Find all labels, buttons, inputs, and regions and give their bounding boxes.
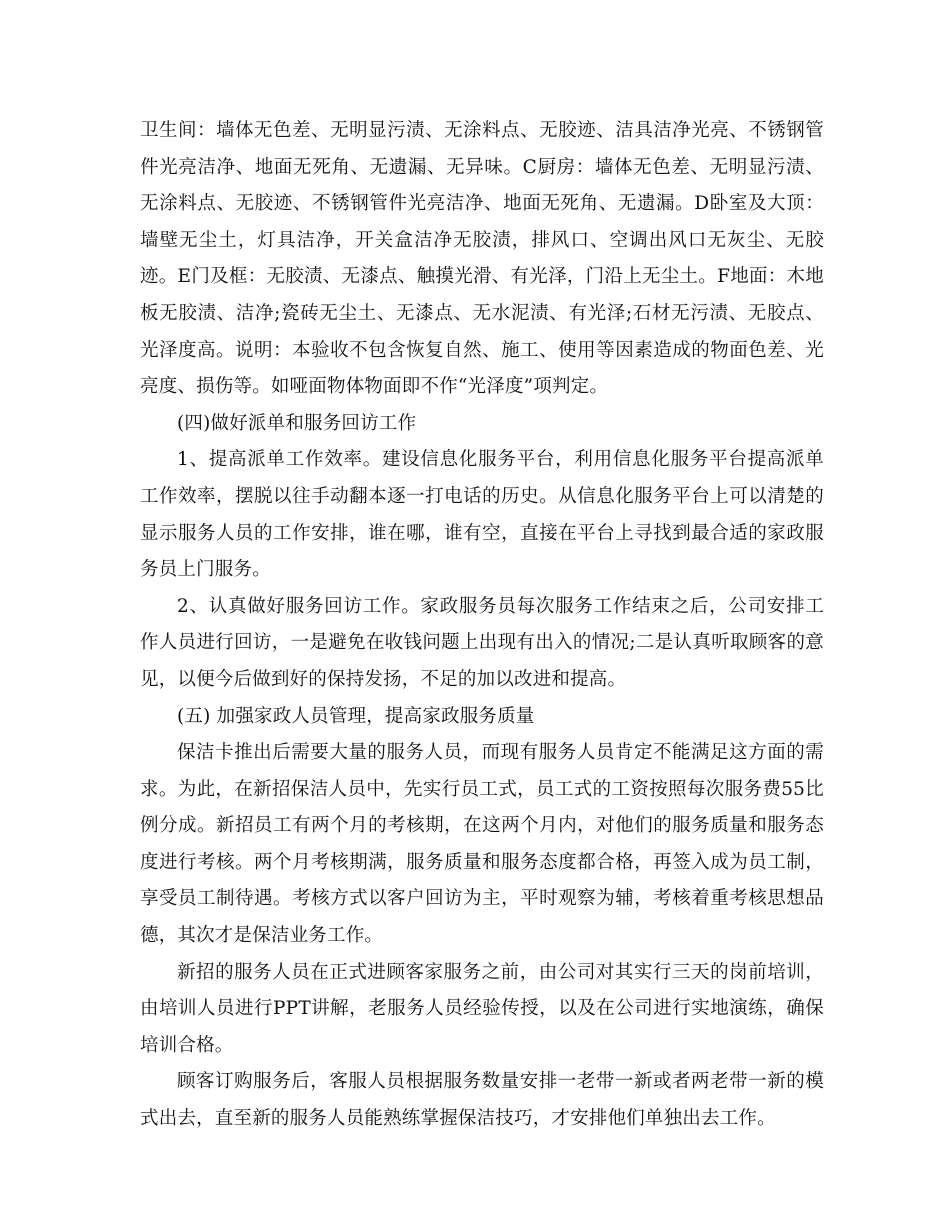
paragraph-staff-recruitment: 保洁卡推出后需要大量的服务人员，而现有服务人员肯定不能满足这方面的需求。为此，在新招保洁人员中，先实行员工式，员工式的工资按照每次服务费55比例分成。新招员工有两个月的考核期，在这两个月内，对他们的服务质量和服务态度进行考核。两个月考核期满，服务质量和服务态度都合格，再签入成为员工制，享受员工制待遇。考核方式以客户回访为主，平时观察为辅，考核着重考核思想品德，其次才是保洁业务工作。 <box>140 742 824 947</box>
paragraph-dispatch-efficiency: 1、提高派单工作效率。建设信息化服务平台，利用信息化服务平台提高派单工作效率，摆脱以往手动翻本逐一打电话的历史。从信息化服务平台上可以清楚的显示服务人员的工作安排，谁在哪，谁有空，直接在平台上寻找到最合适的家政服务员上门服务。 <box>140 449 824 581</box>
paragraph-mentoring: 顾客订购服务后，客服人员根据服务数量安排一老带一新或者两老带一新的模式出去，直至新的服务人员能熟练掌握保洁技巧，才安排他们单独出去工作。 <box>140 1071 824 1130</box>
paragraph-staff-training: 新招的服务人员在正式进顾客家服务之前，由公司对其实行三天的岗前培训，由培训人员进行PPT讲解，老服务人员经验传授，以及在公司进行实地演练，确保培训合格。 <box>140 961 824 1056</box>
section-heading-staff-management: (五) 加强家政人员管理，提高家政服务质量 <box>177 705 535 727</box>
section-heading-dispatch-followup: (四)做好派单和服务回访工作 <box>177 412 417 434</box>
paragraph-service-followup: 2、认真做好服务回访工作。家政服务员每次服务工作结束之后，公司安排工作人员进行回访，一是避免在收钱问题上出现有出入的情况;二是认真听取顾客的意见，以便今后做到好的保持发扬，不足的加以改进和提高。 <box>140 595 824 690</box>
paragraph-acceptance-standards: 卫生间：墙体无色差、无明显污渍、无涂料点、无胶迹、洁具洁净光亮、不锈钢管件光亮洁净、地面无死角、无遗漏、无异味。C厨房：墙体无色差、无明显污渍、无涂料点、无胶迹、不锈钢管件光亮洁净、地面无死角、无遗漏。D卧室及大顶：墙壁无尘土，灯具洁净，开关盒洁净无胶渍，排风口、空调出风口无灰尘、无胶迹。E门及框：无胶渍、无漆点、触摸光滑、有光泽，门沿上无尘土。F地面：木地板无胶渍、洁净;瓷砖无尘土、无漆点、无水泥渍、有光泽;石材无污渍、无胶点、光泽度高。说明：本验收不包含恢复自然、施工、使用等因素造成的物面色差、光亮度、损伤等。如哑面物体物面即不作“光泽度”项判定。 <box>140 120 824 398</box>
document-body <box>140 113 824 1138</box>
